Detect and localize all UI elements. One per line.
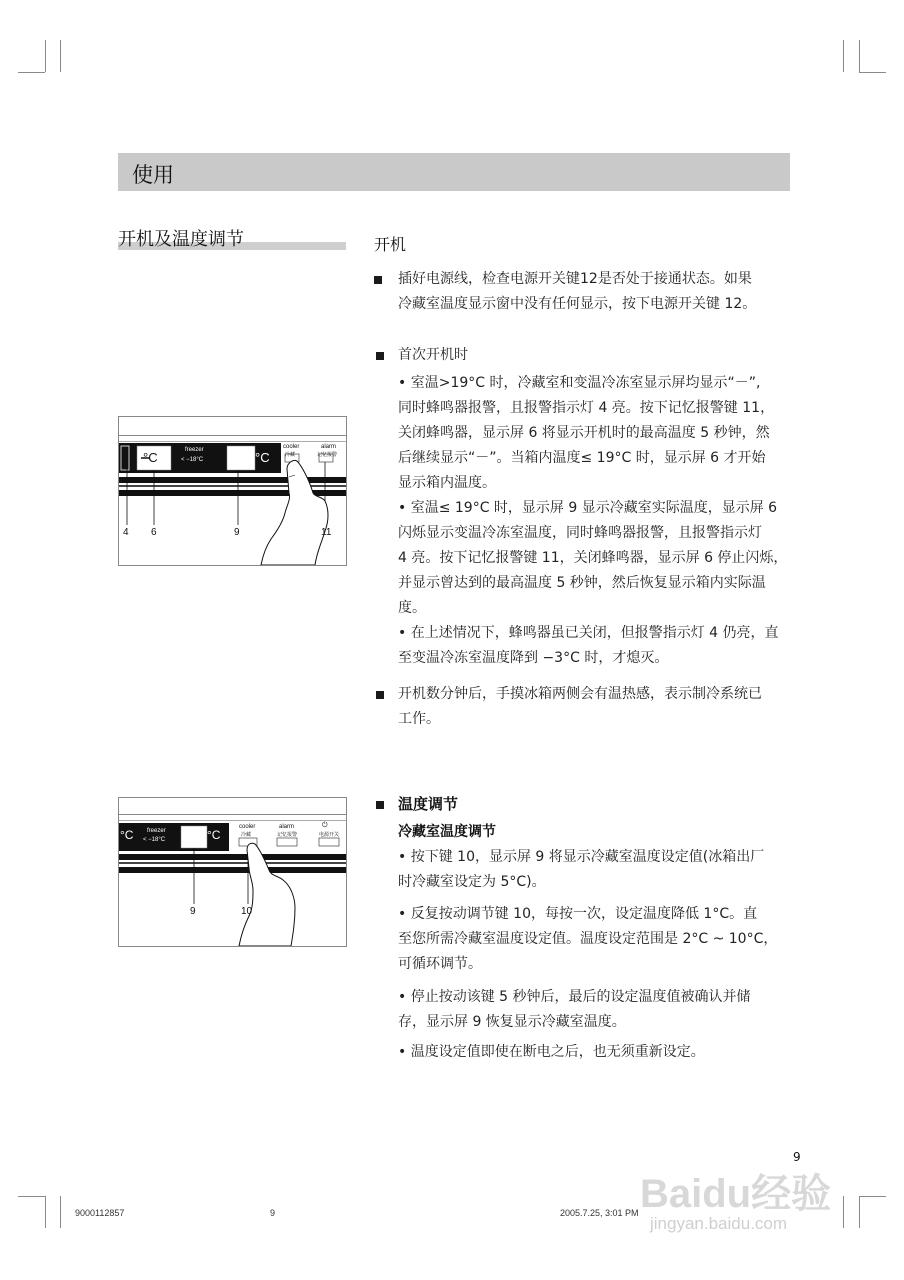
chapter-title: 使用	[132, 163, 174, 187]
crop-mark	[843, 40, 844, 72]
temp-bullet-4: • 温度设定值即使在断电之后，也无须重新设定。	[398, 1044, 705, 1060]
first-on-bullet-2: • 室温≤ 19°C 时，显示屏 9 显示冷藏室实际温度，显示屏 6 闪烁显示变温冷冻室温度，同时蜂鸣器报警，且报警指示灯 4 亮。按下记忆报警键 11，关闭蜂鸣器，显示屏 6 停止闪烁， 并显示曾达到的最高温度 5 秒钟，然后恢复显示箱内实际温 度。	[398, 500, 788, 616]
cooler-label: cooler	[283, 444, 300, 450]
crop-mark	[859, 72, 886, 73]
first-on-title: 首次开机时	[398, 347, 468, 363]
freezer-range-label-2: < −18°C	[143, 837, 166, 843]
crop-mark	[859, 1196, 860, 1228]
power-sub-label: 电源开关	[319, 832, 340, 838]
alarm-label: alarm	[321, 444, 337, 450]
footer-code: 9000112857	[75, 1208, 125, 1218]
section-title: 开机及温度调节	[118, 229, 244, 250]
crop-mark	[843, 1196, 844, 1228]
crop-mark	[859, 40, 860, 72]
display-unit-6: °C	[143, 450, 158, 465]
control-panel-figure-2	[118, 797, 347, 947]
startup-paragraph-2: 开机数分钟后，手摸冰箱两侧会有温热感，表示制冷系统已 工作。	[398, 686, 762, 727]
cooler-sub-label: 冷藏	[285, 452, 296, 458]
footer-date: 2005.7.25, 3:01 PM	[560, 1208, 639, 1218]
crop-mark	[60, 1196, 61, 1228]
bullet-square	[376, 801, 384, 809]
control-panel-drawing	[119, 417, 346, 565]
startup-title: 开机	[374, 235, 407, 254]
freezer-label-2: freezer	[147, 828, 166, 834]
startup-paragraph-1: 插好电源线，检查电源开关键12是否处于接通状态。如果 冷藏室温度显示窗中没有任何显示，按下电源开关键 12。	[398, 271, 757, 312]
crop-mark	[45, 1196, 46, 1228]
callout-10: 10	[241, 906, 253, 917]
temp-bullet-1: • 按下键 10，显示屏 9 将显示冷藏室温度设定值(冰箱出厂 时冷藏室设定为 5°C)。	[398, 849, 765, 890]
temp-subtitle: 冷藏室温度调节	[398, 824, 496, 840]
temp-bullet-2: • 反复按动调节键 10，每按一次，设定温度降低 1°C。直 至您所需冷藏室温度设定值。温度设定范围是 2°C ~ 10°C， 可循环调节。	[398, 906, 778, 972]
page-number: 9	[793, 1150, 801, 1164]
power-icon: ⏻	[322, 822, 328, 829]
watermark-logo: Baidu经验	[640, 1172, 832, 1216]
callout-11: 11	[321, 527, 332, 538]
display-unit-9b: °C	[207, 828, 221, 842]
cooler-label-2: cooler	[239, 824, 256, 830]
crop-mark	[60, 40, 61, 72]
chapter-banner	[118, 153, 790, 191]
cooler-sub-label-2: 冷藏	[241, 832, 252, 838]
alarm-sub-label-2: 记忆报警	[277, 832, 298, 838]
freezer-label: freezer	[185, 447, 204, 453]
bullet-square	[376, 691, 384, 699]
watermark-url: jingyan.baidu.com	[650, 1214, 788, 1233]
first-on-bullet-3: • 在上述情况下，蜂鸣器虽已关闭，但报警指示灯 4 仍亮，直 至变温冷冻室温度降到 −3°C 时，才熄灭。	[398, 625, 779, 666]
callout-9b: 9	[190, 906, 196, 917]
crop-mark	[859, 1196, 886, 1197]
crop-mark	[18, 72, 45, 73]
alarm-sub-label: 记忆报警	[317, 452, 338, 458]
temp-title: 温度调节	[398, 795, 459, 813]
crop-mark	[45, 40, 46, 72]
callout-9: 9	[234, 527, 240, 538]
callout-4: 4	[123, 527, 129, 538]
alarm-label-2: alarm	[279, 824, 295, 830]
control-panel-drawing-2	[119, 798, 346, 946]
bullet-square	[376, 352, 384, 360]
first-on-bullet-1: • 室温>19°C 时，冷藏室和变温冷冻室显示屏均显示“－”, 同时蜂鸣器报警，且报警指示灯 4 亮。按下记忆报警键 11， 关闭蜂鸣器，显示屏 6 将显示开机时的最高温度 5 秒钟，然 后继续显示“－”。当箱内温度≤ 19°C 时，显示屏 6 才开始 显示箱内温度。	[398, 375, 775, 491]
display-unit-left: °C	[120, 828, 134, 842]
callout-6: 6	[151, 527, 157, 538]
display-unit-9: °C	[255, 450, 270, 465]
freezer-range-label: < −18°C	[181, 457, 204, 463]
temp-bullet-3: • 停止按动该键 5 秒钟后，最后的设定温度值被确认并储 存，显示屏 9 恢复显示冷藏室温度。	[398, 989, 751, 1030]
control-panel-figure-1	[118, 416, 347, 566]
bullet-square	[374, 276, 382, 284]
footer-page: 9	[270, 1208, 276, 1218]
crop-mark	[18, 1196, 45, 1197]
